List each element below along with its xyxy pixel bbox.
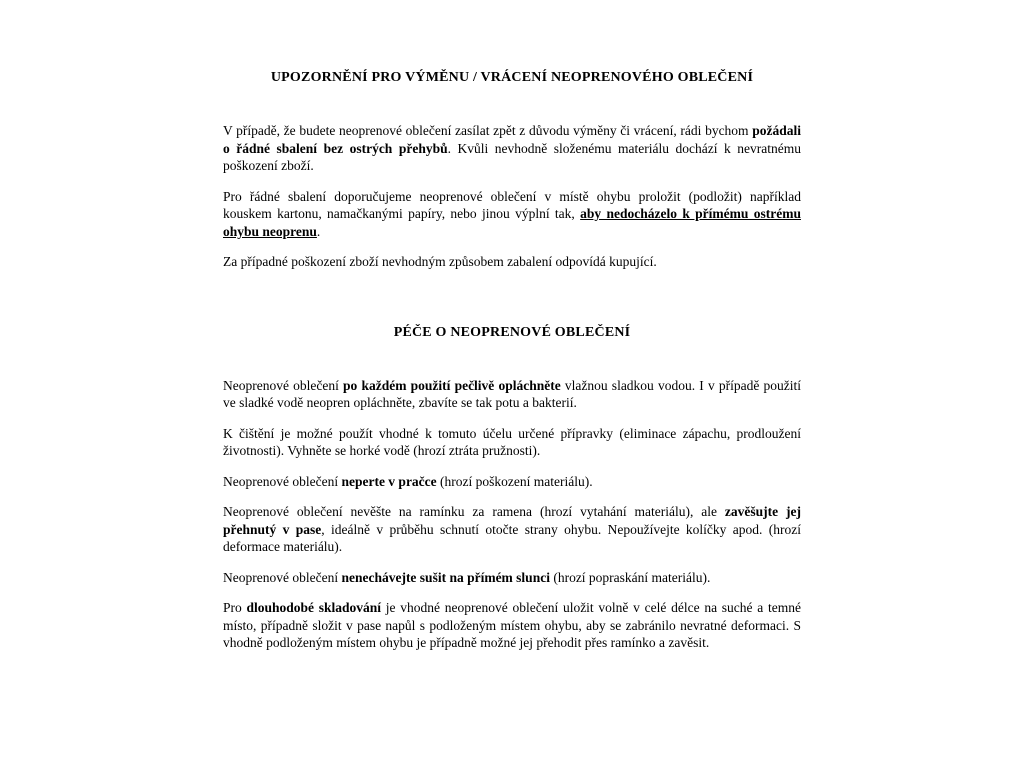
body-text: K čištění je možné použít vhodné k tomuto účelu určené přípravky (eliminace zápachu, prodloužení životnosti). Vyhněte se horké vodě (hrozí ztráta pružnosti). [223, 425, 801, 458]
body-text: vlažnou sladkou vodou. I v případě použití ve sladké vodě neopren opláchněte, zbavíte se tak potu a bakterií. [223, 377, 802, 410]
paragraph [223, 122, 801, 175]
paragraph [223, 253, 801, 271]
body-text: , ideálně v průběhu schnutí otočte strany ohybu. Nepoužívejte kolíčky apod. (hrozí deformace materiálu). [223, 521, 801, 554]
emphasis-text: nenechávejte sušit na přímém slunci [341, 569, 550, 585]
emphasis-text: zavěšujte jej přehnutý v pase [223, 504, 801, 537]
body-text: V případě, že budete neoprenové oblečení zasílat zpět z důvodu výměny či vrácení, rádi bychom [223, 123, 753, 138]
emphasis-text: aby nedocházelo k přímému ostrému ohybu neoprenu [223, 206, 801, 239]
body-text: Neoprenové oblečení [223, 473, 342, 489]
emphasis-text: dlouhodobé skladování [246, 600, 382, 615]
emphasis-text: po každém použití pečlivě opláchněte [343, 377, 561, 393]
emphasis-text: požádali o řádné sbalení bez ostrých přehybů [223, 123, 801, 156]
emphasis-text: neperte v pračce [341, 473, 437, 489]
body-text: Pro řádné sbalení doporučujeme neoprenové oblečení v místě ohybu proložit (podložit) například kouskem kartonu, namačkanými papíry, nebo jinou výplní tak, [223, 188, 801, 221]
body-text: . [316, 223, 321, 239]
body-text: je vhodné neoprenové oblečení uložit volně v celé délce na suché a temné místo, případně složit v pase napůl s podloženým místem ohybu, aby se zabránilo nevratné deformaci. S vhodně podloženým místem ohybu je případně možné jej přehodit přes ramínko a zavěsit. [223, 600, 801, 650]
paragraph [223, 599, 801, 652]
document-page [223, 0, 801, 652]
paragraph [223, 569, 801, 587]
paragraph [223, 473, 801, 491]
body-text: (hrozí poškození materiálu). [436, 473, 593, 489]
paragraph [223, 377, 801, 412]
body-text: Neoprenové oblečení nevěšte na ramínku za ramena (hrozí vytahání materiálu), ale [223, 504, 725, 519]
section-heading: UPOZORNĚNÍ PRO VÝMĚNU / VRÁCENÍ NEOPRENOVÉHO OBLEČENÍ [270, 70, 754, 85]
section-1 [223, 70, 801, 271]
paragraph [223, 503, 801, 556]
body-text: Neoprenové oblečení [223, 377, 344, 393]
section-2 [223, 325, 801, 652]
paragraph [223, 425, 801, 460]
body-text: (hrozí popraskání materiálu). [549, 569, 711, 585]
paragraph [223, 188, 801, 241]
body-text: . Kvůli nevhodně složenému materiálu dochází k nevratnému poškození zboží. [223, 140, 802, 173]
body-text: Neoprenové oblečení [223, 569, 342, 585]
body-text: Pro [223, 600, 247, 615]
body-text: Za případné poškození zboží nevhodným způsobem zabalení odpovídá kupující. [223, 254, 657, 269]
section-heading: PÉČE O NEOPRENOVÉ OBLEČENÍ [393, 324, 631, 340]
document-sections [223, 70, 801, 652]
